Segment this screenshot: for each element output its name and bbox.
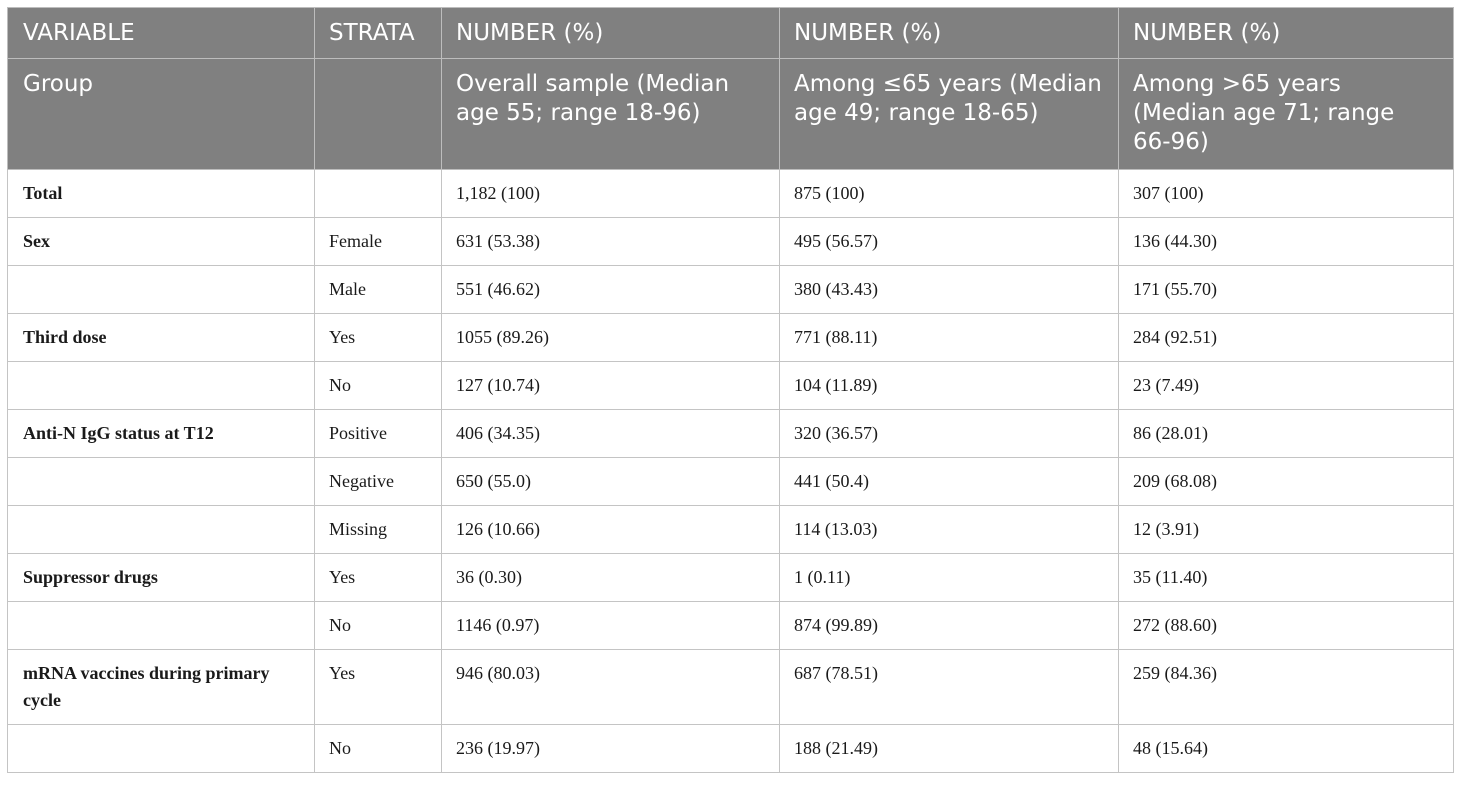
cell-strata: Yes [315, 554, 442, 602]
cell-among-le65: 114 (13.03) [780, 506, 1119, 554]
cell-among-le65: 380 (43.43) [780, 266, 1119, 314]
cell-variable [8, 458, 315, 506]
cell-variable: Total [8, 170, 315, 218]
cell-overall: 1146 (0.97) [442, 602, 780, 650]
cell-overall: 127 (10.74) [442, 362, 780, 410]
cell-among-le65: 687 (78.51) [780, 650, 1119, 725]
cell-variable: Third dose [8, 314, 315, 362]
cell-among-gt65: 12 (3.91) [1119, 506, 1454, 554]
table-row [8, 218, 1454, 266]
cell-among-gt65: 23 (7.49) [1119, 362, 1454, 410]
cell-strata [315, 170, 442, 218]
cell-overall: 946 (80.03) [442, 650, 780, 725]
header-strata: STRATA [315, 8, 442, 59]
cell-among-gt65: 209 (68.08) [1119, 458, 1454, 506]
header-number-le65: NUMBER (%) [780, 8, 1119, 59]
cell-among-le65: 875 (100) [780, 170, 1119, 218]
cell-among-gt65: 272 (88.60) [1119, 602, 1454, 650]
cell-overall: 1,182 (100) [442, 170, 780, 218]
cell-overall: 406 (34.35) [442, 410, 780, 458]
cell-among-gt65: 259 (84.36) [1119, 650, 1454, 725]
cell-among-le65: 495 (56.57) [780, 218, 1119, 266]
cell-among-gt65: 136 (44.30) [1119, 218, 1454, 266]
cell-strata: Missing [315, 506, 442, 554]
cell-among-gt65: 171 (55.70) [1119, 266, 1454, 314]
cell-variable [8, 506, 315, 554]
table-row [8, 458, 1454, 506]
cell-strata: Male [315, 266, 442, 314]
cell-overall: 650 (55.0) [442, 458, 780, 506]
cell-strata: No [315, 362, 442, 410]
table-row [8, 725, 1454, 773]
cell-variable: Sex [8, 218, 315, 266]
cell-overall: 631 (53.38) [442, 218, 780, 266]
cell-overall: 1055 (89.26) [442, 314, 780, 362]
cell-among-gt65: 307 (100) [1119, 170, 1454, 218]
header-group: Group [8, 59, 315, 170]
header-row-groups [8, 59, 1454, 170]
cell-variable: Suppressor drugs [8, 554, 315, 602]
cell-overall: 236 (19.97) [442, 725, 780, 773]
header-row-labels [8, 8, 1454, 59]
cell-strata: Female [315, 218, 442, 266]
table-row [8, 650, 1454, 725]
cell-strata: Positive [315, 410, 442, 458]
header-variable: VARIABLE [8, 8, 315, 59]
table-row [8, 554, 1454, 602]
cell-overall: 126 (10.66) [442, 506, 780, 554]
cell-among-gt65: 284 (92.51) [1119, 314, 1454, 362]
header-overall-sample: Overall sample (Median age 55; range 18-96) [442, 59, 780, 170]
header-number-gt65: NUMBER (%) [1119, 8, 1454, 59]
cell-among-gt65: 35 (11.40) [1119, 554, 1454, 602]
table-row [8, 266, 1454, 314]
table-header [8, 8, 1454, 170]
cell-strata: No [315, 602, 442, 650]
cell-strata: No [315, 725, 442, 773]
header-number-overall: NUMBER (%) [442, 8, 780, 59]
header-among-gt65: Among >65 years (Median age 71; range 66-96) [1119, 59, 1454, 170]
cell-overall: 551 (46.62) [442, 266, 780, 314]
cell-among-gt65: 86 (28.01) [1119, 410, 1454, 458]
cell-overall: 36 (0.30) [442, 554, 780, 602]
cell-among-gt65: 48 (15.64) [1119, 725, 1454, 773]
table-row [8, 314, 1454, 362]
header-among-le65: Among ≤65 years (Median age 49; range 18-65) [780, 59, 1119, 170]
table-row [8, 362, 1454, 410]
cell-strata: Yes [315, 650, 442, 725]
table-row [8, 170, 1454, 218]
cell-among-le65: 1 (0.11) [780, 554, 1119, 602]
cell-among-le65: 874 (99.89) [780, 602, 1119, 650]
table-row [8, 602, 1454, 650]
cell-variable [8, 725, 315, 773]
cell-variable [8, 362, 315, 410]
cell-variable [8, 602, 315, 650]
cell-variable: Anti-N IgG status at T12 [8, 410, 315, 458]
header-strata-blank [315, 59, 442, 170]
cell-among-le65: 771 (88.11) [780, 314, 1119, 362]
table-body [8, 170, 1454, 773]
cell-variable [8, 266, 315, 314]
demographics-table [7, 7, 1454, 773]
cell-variable: mRNA vaccines during primary cycle [8, 650, 315, 725]
table-row [8, 410, 1454, 458]
cell-among-le65: 320 (36.57) [780, 410, 1119, 458]
table-row [8, 506, 1454, 554]
cell-strata: Yes [315, 314, 442, 362]
cell-among-le65: 188 (21.49) [780, 725, 1119, 773]
cell-among-le65: 104 (11.89) [780, 362, 1119, 410]
cell-among-le65: 441 (50.4) [780, 458, 1119, 506]
cell-strata: Negative [315, 458, 442, 506]
